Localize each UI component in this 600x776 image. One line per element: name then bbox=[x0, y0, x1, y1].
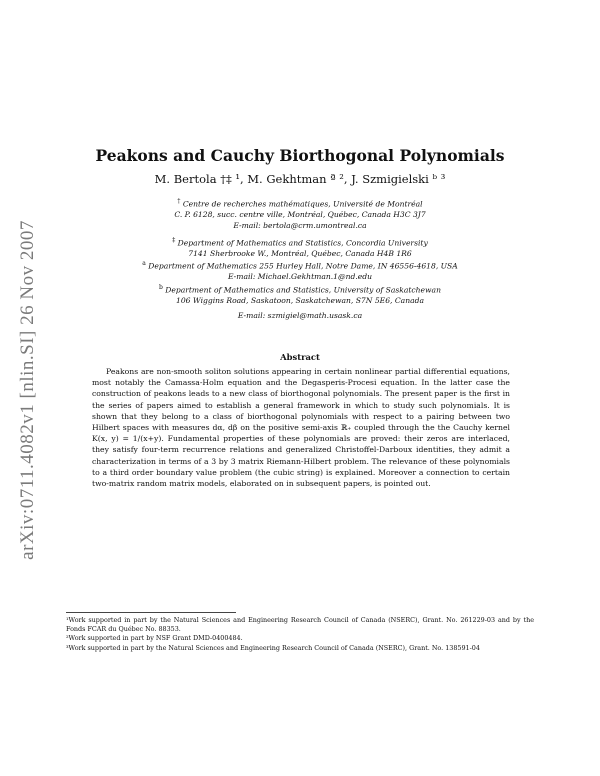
affiliation-line: Centre de recherches mathématiques, Université de Montréal bbox=[182, 199, 423, 209]
affiliation-saskatchewan: $^b$ Department of Mathematics and Statistics, University of Saskatchewan 106 Wiggins Road, Saskatoon, Saskatchewan, S7N 5E6, Canada E-mail: szmigiel@math.usask.ca bbox=[0, 283, 600, 321]
footnote: ²Work supported in part by NSF Grant DMD-0400484. bbox=[66, 634, 243, 643]
affiliation-crm: † Centre de recherches mathématiques, Université de Montréal C. P. 6128, succ. centre ville, Montréal, Québec, Canada H3C 3J7 E-mail: bertola@crm.umontreal.ca bbox=[0, 197, 600, 231]
paper-title: Peakons and Cauchy Biorthogonal Polynomials bbox=[95, 146, 505, 165]
affiliation-email: E-mail: szmigiel@math.usask.ca bbox=[237, 310, 363, 320]
affiliation-email: E-mail: Michael.Gekhtman.1@nd.edu bbox=[228, 272, 372, 282]
affiliation-line: Department of Mathematics and Statistics, Concordia University bbox=[177, 238, 428, 248]
affiliation-line: Department of Mathematics and Statistics, University of Saskatchewan bbox=[165, 285, 441, 295]
affiliation-concordia: ‡ Department of Mathematics and Statistics, Concordia University 7141 Sherbrooke W., Montréal, Québec, Canada H4B 1R6 bbox=[0, 236, 600, 260]
footnote: ¹Work supported in part by the Natural Sciences and Engineering Research Council of Canada (NSERC), Grant. No. 261229-03 and by the Fonds FCAR du Québec No. 88353. bbox=[66, 616, 534, 634]
abstract-heading: Abstract bbox=[280, 352, 320, 362]
affiliation-line: 106 Wiggins Road, Saskatoon, Saskatchewan, S7N 5E6, Canada bbox=[176, 296, 424, 306]
footnote: ³Work supported in part by the Natural Sciences and Engineering Research Council of Canada (NSERC), Grant. No. 138591-04 bbox=[66, 643, 480, 652]
author-list: M. Bertola †‡ ¹, M. Gekhtman ª ², J. Szmigielski ᵇ ³ bbox=[154, 172, 446, 186]
abstract-body: Peakons are non-smooth soliton solutions appearing in certain nonlinear partial differential equations, most notably the Camassa-Holm equation and the Degasperis-Procesi equation. In the latter case the construction of peakons leads to a new class of biorthogonal polynomials. The present paper is the first in the series of papers aimed to establish a general framework in which to study such polynomials. It is shown that they belong to a class of biorthogonal polynomials with respect to a pairing between two Hilbert spaces with measures dα, dβ on the positive semi-axis ℝ₊ coupled through the the Cauchy kernel K(x, y) = 1/(x+y). Fundamental properties of these polynomials are proved: their zeros are interlaced, they satisfy four-term recurrence relations and generalized Christoffel-Darboux identities, they admit a characterization in terms of a 3 by 3 matrix Riemann-Hilbert problem. The relevance of these polynomials to a third order boundary value problem (the cubic string) is explained. Moreover a connection to certain two-matrix random matrix models, elaborated on in subsequent papers, is pointed out. bbox=[92, 367, 510, 489]
arxiv-identifier: arXiv:0711.4082v1 [nlin.SI] 26 Nov 2007 bbox=[17, 220, 38, 560]
affiliation-notre-dame: $^a$ Department of Mathematics 255 Hurley Hall, Notre Dame, IN 46556-4618, USA E-mail: Michael.Gekhtman.1@nd.edu bbox=[0, 259, 600, 283]
footnote-rule bbox=[66, 612, 236, 613]
footnotes bbox=[66, 616, 534, 653]
affiliation-line: C. P. 6128, succ. centre ville, Montréal, Québec, Canada H3C 3J7 bbox=[174, 210, 426, 220]
affiliation-line: 7141 Sherbrooke W., Montréal, Québec, Canada H4B 1R6 bbox=[188, 249, 412, 259]
affiliation-email: E-mail: bertola@crm.umontreal.ca bbox=[233, 220, 367, 230]
affiliation-line: Department of Mathematics 255 Hurley Hall, Notre Dame, IN 46556-4618, USA bbox=[148, 261, 458, 271]
